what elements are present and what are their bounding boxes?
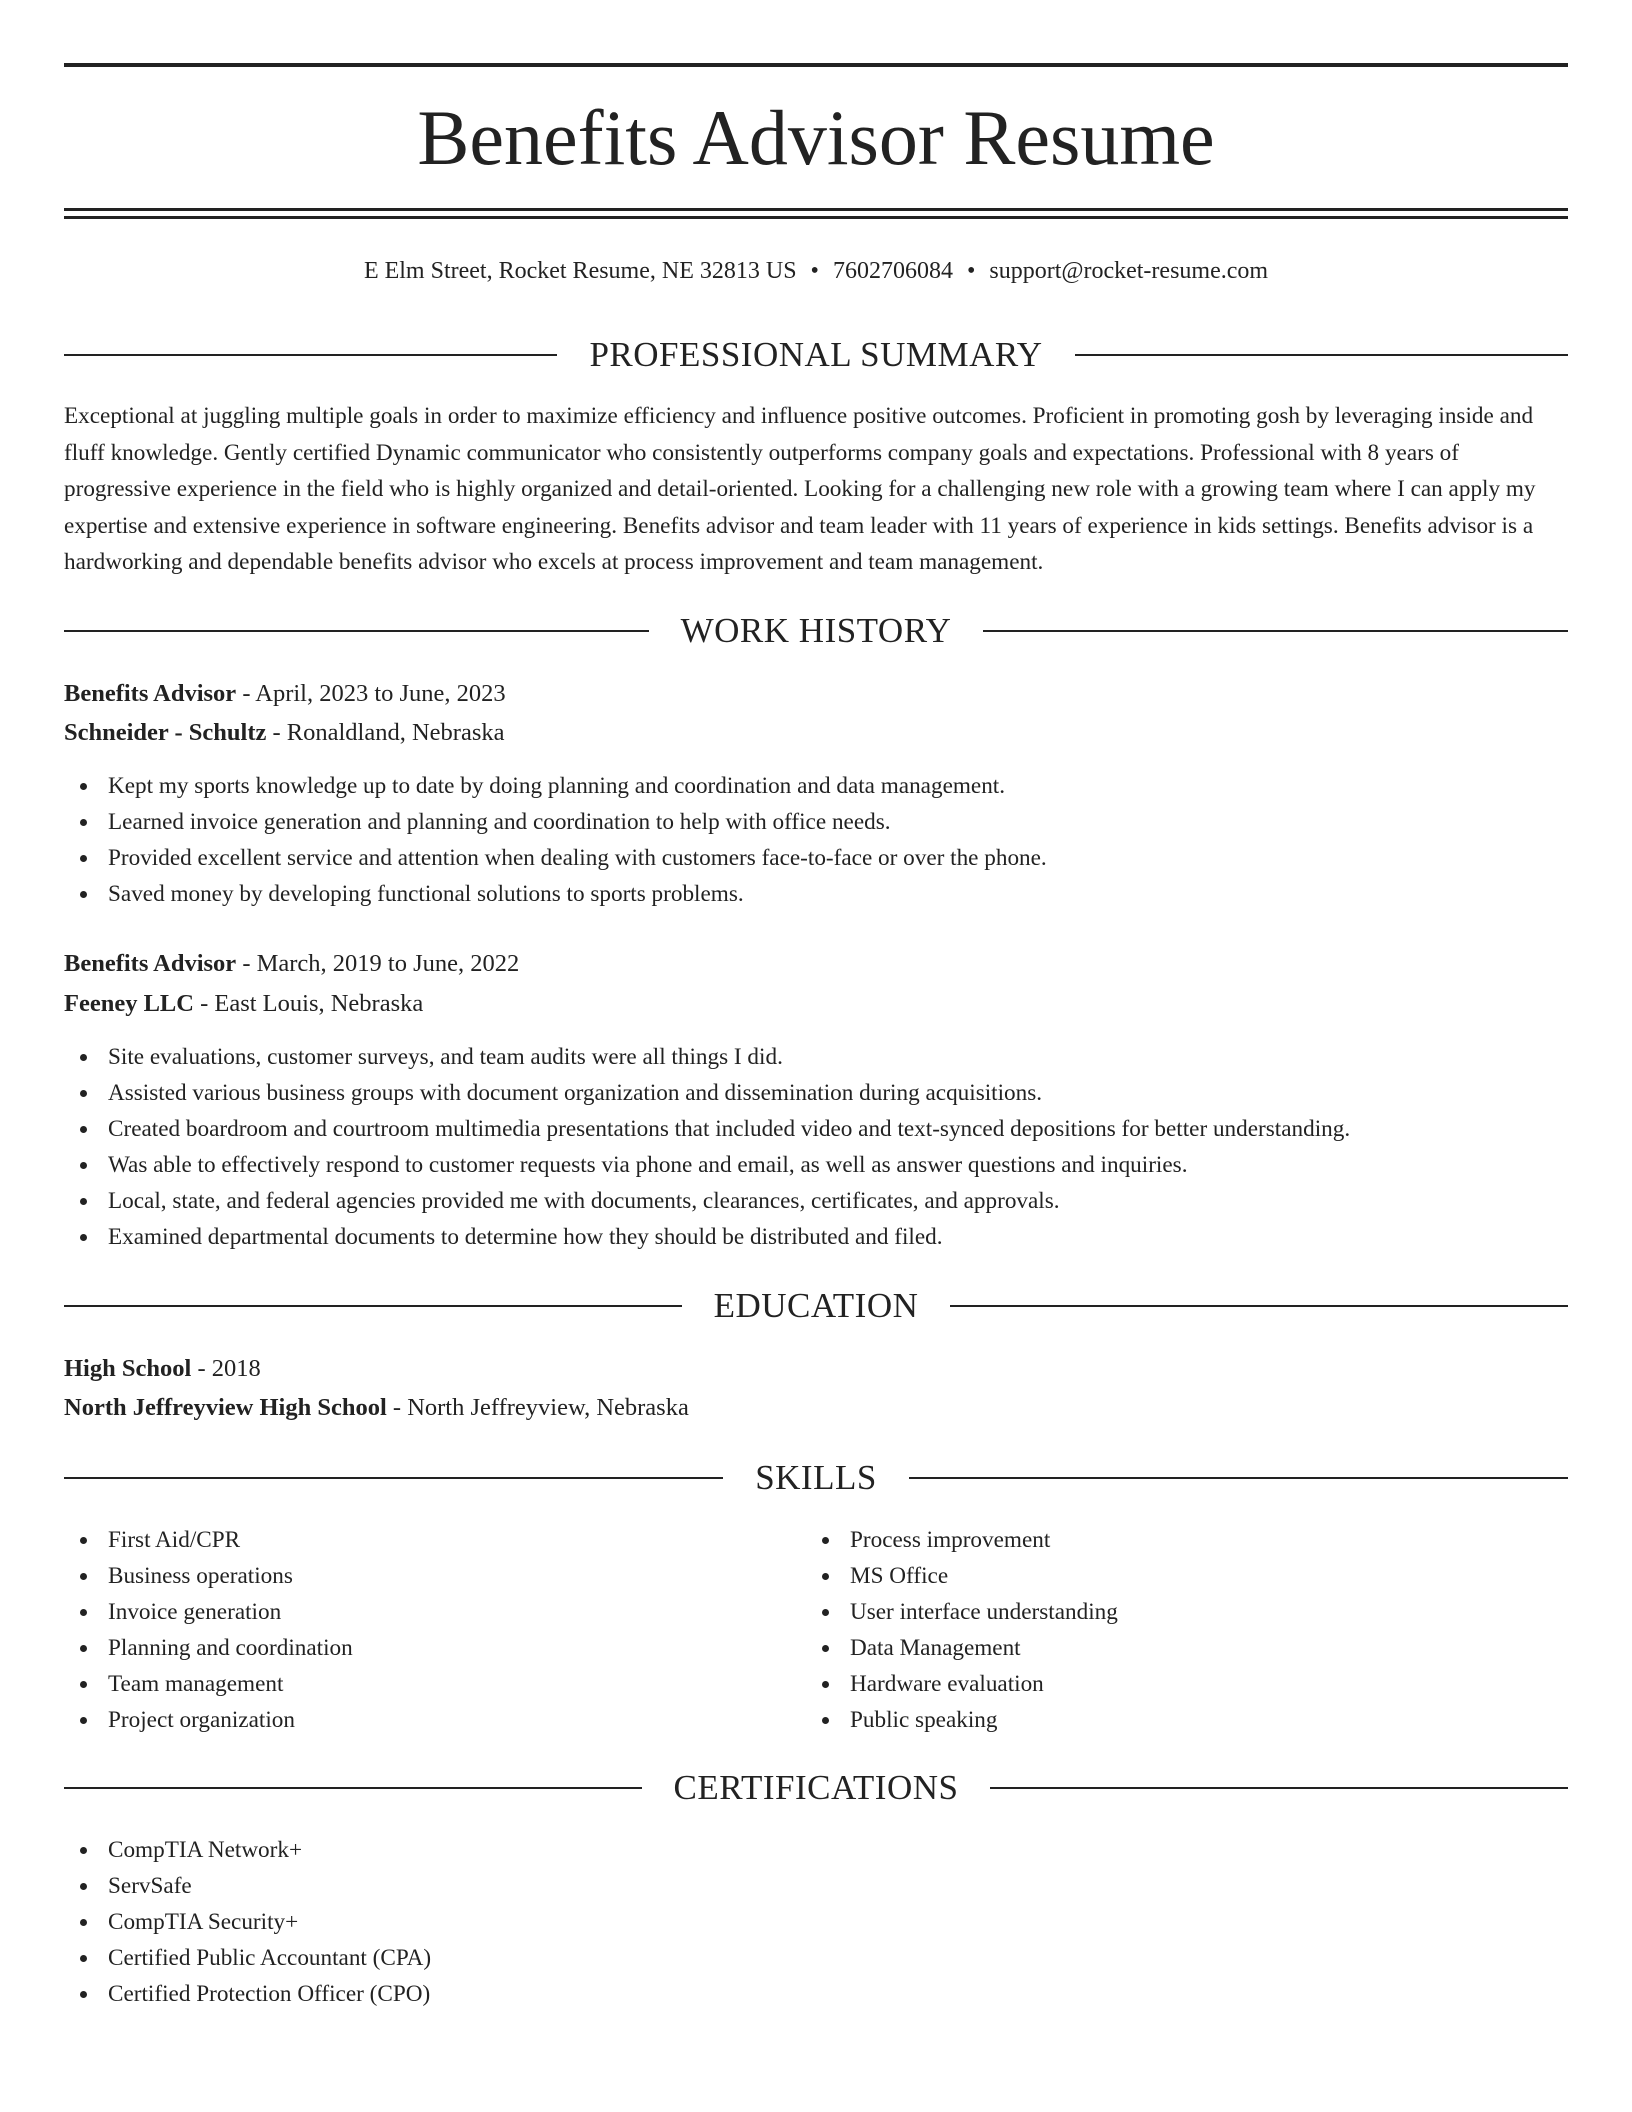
- job-bullet: Examined departmental documents to determine how they should be distributed and filed.: [64, 1219, 1350, 1255]
- summary-paragraph: Exceptional at juggling multiple goals in order to maximize efficiency and influence positive outcomes. Proficient in promoting gosh by leveraging inside and fluff knowledge. Gently certified Dynamic communicator who consistently outperforms company goals and expectations. Professional with 8 years of progressive experience in the field who is highly organized and detail-oriented. Looking for a challenging new role with a growing team where I can apply my expertise and extensive experience in software engineering. Benefits advisor and team leader with 11 years of experience in kids settings. Benefits advisor is a hardworking and dependable benefits advisor who excels at process improvement and team management.: [64, 403, 1536, 576]
- job-bullet: Provided excellent service and attention when dealing with customers face-to-face or over the phone.: [64, 840, 1047, 876]
- section-header-skills: [64, 1455, 1568, 1501]
- job-location: - East Louis, Nebraska: [193, 990, 424, 1017]
- contact-email: support@rocket-resume.com: [989, 258, 1269, 284]
- skill-item: Data Management: [806, 1630, 1118, 1666]
- job-title-line: [64, 945, 1568, 983]
- job-title-line: [64, 675, 1568, 713]
- contact-separator: •: [966, 258, 976, 284]
- certification-item: CompTIA Network+: [64, 1832, 431, 1868]
- skill-item: MS Office: [806, 1558, 1118, 1594]
- section-header-work-history: [64, 608, 1568, 654]
- section-rule-left: [64, 1787, 642, 1789]
- skill-item: Business operations: [64, 1558, 353, 1594]
- skills-list-right: [806, 1522, 1118, 1738]
- section-rule-right: [1075, 354, 1568, 356]
- section-title-certifications: CERTIFICATIONS: [673, 1768, 959, 1807]
- certification-item: Certified Protection Officer (CPO): [64, 1976, 431, 2012]
- skill-item: Public speaking: [806, 1702, 1118, 1738]
- education-school: North Jeffreyview High School: [64, 1394, 387, 1421]
- contact-line: [64, 253, 1568, 289]
- job-bullets: [64, 1039, 1350, 1255]
- job-bullet: Local, state, and federal agencies provided me with documents, clearances, certificates, and approvals.: [64, 1183, 1350, 1219]
- section-header-summary: [64, 332, 1568, 378]
- section-rule-left: [64, 1305, 682, 1307]
- section-rule-right: [909, 1477, 1568, 1479]
- skill-item: Process improvement: [806, 1522, 1118, 1558]
- job-bullet: Created boardroom and courtroom multimedia presentations that included video and text-synced depositions for better understanding.: [64, 1111, 1350, 1147]
- job-bullet: Assisted various business groups with document organization and dissemination during acquisitions.: [64, 1075, 1350, 1111]
- job-dates: - April, 2023 to June, 2023: [236, 680, 506, 707]
- education-school-line: [64, 1389, 1568, 1427]
- skills-list-left: [64, 1522, 353, 1738]
- job-company: Feeney LLC: [64, 990, 194, 1017]
- job-bullet: Saved money by developing functional solutions to sports problems.: [64, 876, 1047, 912]
- job-title: Benefits Advisor: [64, 950, 237, 977]
- skill-item: Hardware evaluation: [806, 1666, 1118, 1702]
- section-rule-right: [990, 1787, 1568, 1789]
- skill-item: Team management: [64, 1666, 353, 1702]
- job-bullet: Was able to effectively respond to customer requests via phone and email, as well as answer questions and inquiries.: [64, 1147, 1350, 1183]
- section-rule-right: [950, 1305, 1568, 1307]
- job-bullet: Kept my sports knowledge up to date by doing planning and coordination and data management.: [64, 768, 1047, 804]
- certification-item: CompTIA Security+: [64, 1904, 431, 1940]
- top-rule: [64, 63, 1568, 67]
- section-title-work-history: WORK HISTORY: [680, 611, 952, 650]
- skill-item: Project organization: [64, 1702, 353, 1738]
- section-rule-right: [983, 630, 1568, 632]
- resume-title: Benefits Advisor Resume: [417, 94, 1215, 181]
- section-rule-left: [64, 354, 557, 356]
- section-header-certifications: [64, 1765, 1568, 1811]
- education-location: - North Jeffreyview, Nebraska: [386, 1394, 689, 1421]
- job-company: Schneider - Schultz: [64, 719, 267, 746]
- title-rule-lower: [64, 216, 1568, 219]
- contact-address: E Elm Street, Rocket Resume, NE 32813 US: [363, 258, 797, 284]
- job-company-line: [64, 714, 1568, 752]
- section-title-education: EDUCATION: [713, 1286, 919, 1325]
- section-title-skills: SKILLS: [755, 1458, 877, 1497]
- job-bullet: Learned invoice generation and planning and coordination to help with office needs.: [64, 804, 1047, 840]
- section-title-summary: PROFESSIONAL SUMMARY: [589, 335, 1043, 374]
- education-degree: High School: [64, 1355, 192, 1382]
- job-company-line: [64, 985, 1568, 1023]
- section-rule-left: [64, 630, 649, 632]
- certification-item: Certified Public Accountant (CPA): [64, 1940, 431, 1976]
- job-bullet: Site evaluations, customer surveys, and team audits were all things I did.: [64, 1039, 1350, 1075]
- job-location: - Ronaldland, Nebraska: [266, 719, 505, 746]
- certification-item: ServSafe: [64, 1868, 431, 1904]
- job-bullets: [64, 768, 1047, 912]
- skill-item: Invoice generation: [64, 1594, 353, 1630]
- education-degree-line: [64, 1350, 1568, 1388]
- section-header-education: [64, 1283, 1568, 1329]
- contact-phone: 7602706084: [832, 258, 953, 284]
- certifications-list: [64, 1832, 431, 2012]
- skill-item: Planning and coordination: [64, 1630, 353, 1666]
- education-year: - 2018: [191, 1355, 261, 1382]
- contact-separator: •: [810, 258, 819, 284]
- job-dates: - March, 2019 to June, 2022: [236, 950, 520, 977]
- skill-item: First Aid/CPR: [64, 1522, 353, 1558]
- skill-item: User interface understanding: [806, 1594, 1118, 1630]
- title-rule-upper: [64, 208, 1568, 211]
- section-rule-left: [64, 1477, 723, 1479]
- job-title: Benefits Advisor: [64, 680, 237, 707]
